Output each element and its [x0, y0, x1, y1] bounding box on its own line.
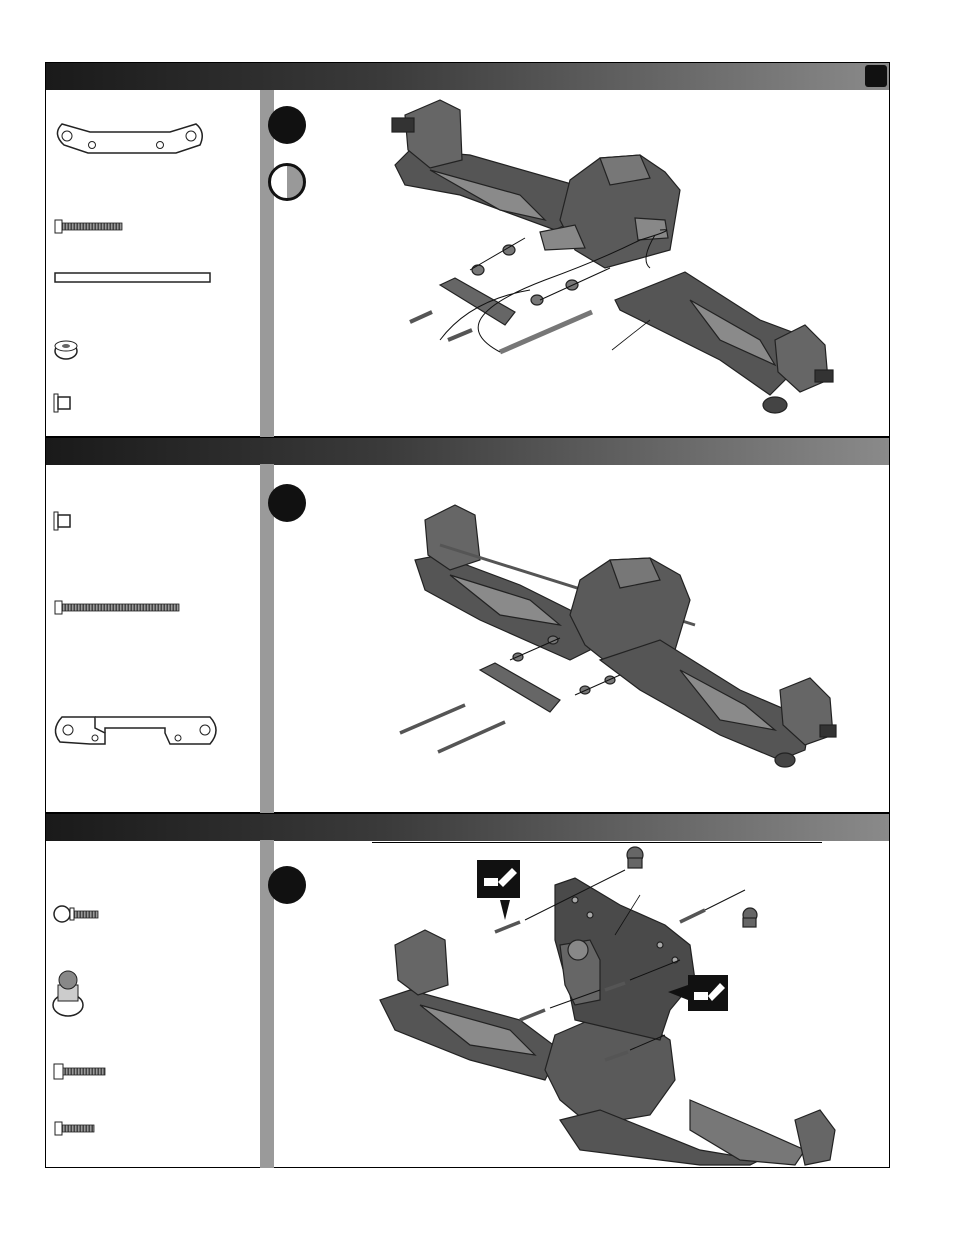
rear-axle-assembly-illustration [392, 100, 833, 413]
short-screw-icon [55, 1122, 94, 1135]
ball-end-icon [53, 971, 83, 1016]
suspension-mount-icon [57, 124, 202, 153]
thread-lock-icon [477, 860, 520, 920]
flanged-bushing-icon [54, 512, 70, 530]
ball-stud-icon [54, 906, 98, 922]
suspension-mount-icon [55, 717, 216, 744]
bushing-icon [55, 341, 77, 359]
cap-screw-icon [54, 1064, 105, 1079]
rear-axle-assembly-illustration-2 [400, 505, 836, 767]
shock-tower-assembly-illustration [380, 847, 835, 1165]
hinge-pin-icon [55, 273, 210, 282]
long-screw-icon [55, 601, 179, 614]
screw-icon [55, 220, 122, 233]
flanged-bushing-icon [54, 394, 70, 412]
